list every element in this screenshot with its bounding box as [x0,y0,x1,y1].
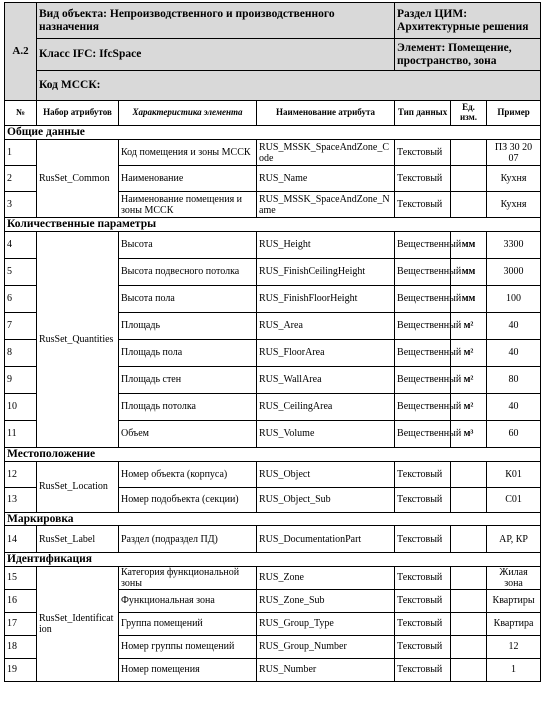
table-row [5,461,541,487]
bim-section: Раздел ЦИМ: Архитектурные решения [395,3,541,39]
attribute-name: RUS_Number [257,658,395,681]
attribute-name: RUS_Zone_Sub [257,589,395,612]
row-number: 15 [5,566,37,589]
unit [451,566,487,589]
example-value: 60 [487,420,541,447]
data-type: Вещественный [395,366,451,393]
row-number: 1 [5,140,37,166]
row-number: 3 [5,192,37,218]
attribute-set: RusSet_Label [37,526,119,553]
section-row [5,218,541,232]
element-characteristic: Высота пола [119,285,257,312]
example-value: 12 [487,635,541,658]
ifc-class: Класс IFC: IfcSpace [37,39,395,71]
element-characteristic: Площадь пола [119,339,257,366]
element-characteristic: Код помещения и зоны МССК [119,140,257,166]
example-value: 40 [487,312,541,339]
table-row [5,231,541,258]
example-value: Кухня [487,166,541,192]
example-value: 100 [487,285,541,312]
attribute-name: RUS_Group_Type [257,612,395,635]
unit: м² [451,393,487,420]
data-type: Текстовый [395,140,451,166]
section-row [5,512,541,526]
row-number: 11 [5,420,37,447]
row-number: 2 [5,166,37,192]
example-value: ПЗ 30 20 07 [487,140,541,166]
attribute-name: RUS_Object [257,461,395,487]
element-characteristic: Номер подобъекта (секции) [119,487,257,512]
element-characteristic: Раздел (подраздел ПД) [119,526,257,553]
unit [451,461,487,487]
attribute-name: RUS_MSSK_SpaceAndZone_Code [257,140,395,166]
unit [451,526,487,553]
element-characteristic: Площадь стен [119,366,257,393]
attribute-name: RUS_Area [257,312,395,339]
data-type: Текстовый [395,526,451,553]
data-type: Вещественный [395,339,451,366]
example-value: 80 [487,366,541,393]
table-row [5,566,541,589]
row-number: 19 [5,658,37,681]
col-header-unit: Ед. изм. [451,101,487,126]
row-number: 8 [5,339,37,366]
attribute-name: RUS_Height [257,231,395,258]
example-value: Квартиры [487,589,541,612]
example-value: 1 [487,658,541,681]
element-characteristic: Объем [119,420,257,447]
col-header-example: Пример [487,101,541,126]
section-title: Местоположение [5,447,541,461]
attribute-name: RUS_Zone [257,566,395,589]
table-row [5,526,541,553]
col-header-data-type: Тип данных [395,101,451,126]
element-characteristic: Группа помещений [119,612,257,635]
element-characteristic: Наименование помещения и зоны МССК [119,192,257,218]
row-number: 14 [5,526,37,553]
attribute-name: RUS_FinishCeilingHeight [257,258,395,285]
data-type: Вещественный [395,312,451,339]
attribute-table-sheet [4,2,540,682]
unit [451,192,487,218]
attribute-name: RUS_DocumentationPart [257,526,395,553]
attribute-name: RUS_MSSK_SpaceAndZone_Name [257,192,395,218]
data-type: Текстовый [395,658,451,681]
attribute-set: RusSet_Location [37,461,119,512]
attribute-set: RusSet_Quantities [37,231,119,447]
element-characteristic: Наименование [119,166,257,192]
element-name: Элемент: Помещение, пространство, зона [395,39,541,71]
section-title: Маркировка [5,512,541,526]
attribute-name: RUS_Group_Number [257,635,395,658]
mssk-code: Код МССК: [37,71,541,101]
element-characteristic: Номер группы помещений [119,635,257,658]
row-number: 4 [5,231,37,258]
section-row [5,553,541,567]
example-value: Жилая зона [487,566,541,589]
row-number: 7 [5,312,37,339]
attribute-set: RusSet_Common [37,140,119,218]
attribute-table [4,2,541,682]
row-number: 10 [5,393,37,420]
unit: м² [451,366,487,393]
row-number: 12 [5,461,37,487]
table-row [5,140,541,166]
element-characteristic: Номер объекта (корпуса) [119,461,257,487]
example-value: 40 [487,393,541,420]
attribute-name: RUS_WallArea [257,366,395,393]
unit [451,487,487,512]
unit [451,658,487,681]
unit [451,589,487,612]
example-value: 3300 [487,231,541,258]
unit [451,635,487,658]
example-value: К01 [487,461,541,487]
element-characteristic: Функциональная зона [119,589,257,612]
example-value: 40 [487,339,541,366]
data-type: Текстовый [395,612,451,635]
section-title: Количественные параметры [5,218,541,232]
attribute-name: RUS_CeilingArea [257,393,395,420]
attribute-name: RUS_Object_Sub [257,487,395,512]
row-number: 6 [5,285,37,312]
data-type: Текстовый [395,589,451,612]
section-title: Идентификация [5,553,541,567]
section-row [5,126,541,140]
element-characteristic: Площадь потолка [119,393,257,420]
example-value: АР, КР [487,526,541,553]
element-characteristic: Высота [119,231,257,258]
object-type: Вид объекта: Непроизводственного и производственного назначения [37,3,395,39]
data-type: Вещественный [395,285,451,312]
row-number: 18 [5,635,37,658]
unit [451,612,487,635]
example-value: 3000 [487,258,541,285]
row-number: 9 [5,366,37,393]
element-characteristic: Площадь [119,312,257,339]
unit [451,140,487,166]
element-characteristic: Высота подвесного потолка [119,258,257,285]
attribute-name: RUS_FloorArea [257,339,395,366]
unit: мм [451,231,487,258]
data-type: Текстовый [395,461,451,487]
attribute-name: RUS_Name [257,166,395,192]
example-value: Квартира [487,612,541,635]
row-number: 5 [5,258,37,285]
data-type: Вещественный [395,231,451,258]
data-type: Вещественный [395,420,451,447]
row-number: 17 [5,612,37,635]
unit: м³ [451,420,487,447]
data-type: Вещественный [395,258,451,285]
section-title: Общие данные [5,126,541,140]
unit [451,166,487,192]
table-code: А.2 [5,3,37,101]
unit: м² [451,339,487,366]
unit: м² [451,312,487,339]
data-type: Текстовый [395,166,451,192]
data-type: Вещественный [395,393,451,420]
data-type: Текстовый [395,487,451,512]
col-header-number: № [5,101,37,126]
attribute-set: RusSet_Identification [37,566,119,681]
row-number: 13 [5,487,37,512]
data-type: Текстовый [395,192,451,218]
unit: мм [451,285,487,312]
attribute-name: RUS_FinishFloorHeight [257,285,395,312]
row-number: 16 [5,589,37,612]
attribute-name: RUS_Volume [257,420,395,447]
element-characteristic: Категория функциональной зоны [119,566,257,589]
data-type: Текстовый [395,635,451,658]
element-characteristic: Номер помещения [119,658,257,681]
col-header-attribute-name: Наименование атрибута [257,101,395,126]
example-value: С01 [487,487,541,512]
unit: мм [451,258,487,285]
section-row [5,447,541,461]
data-type: Текстовый [395,566,451,589]
example-value: Кухня [487,192,541,218]
col-header-characteristic: Характеристика элемента [119,101,257,126]
col-header-attribute-set: Набор атрибутов [37,101,119,126]
